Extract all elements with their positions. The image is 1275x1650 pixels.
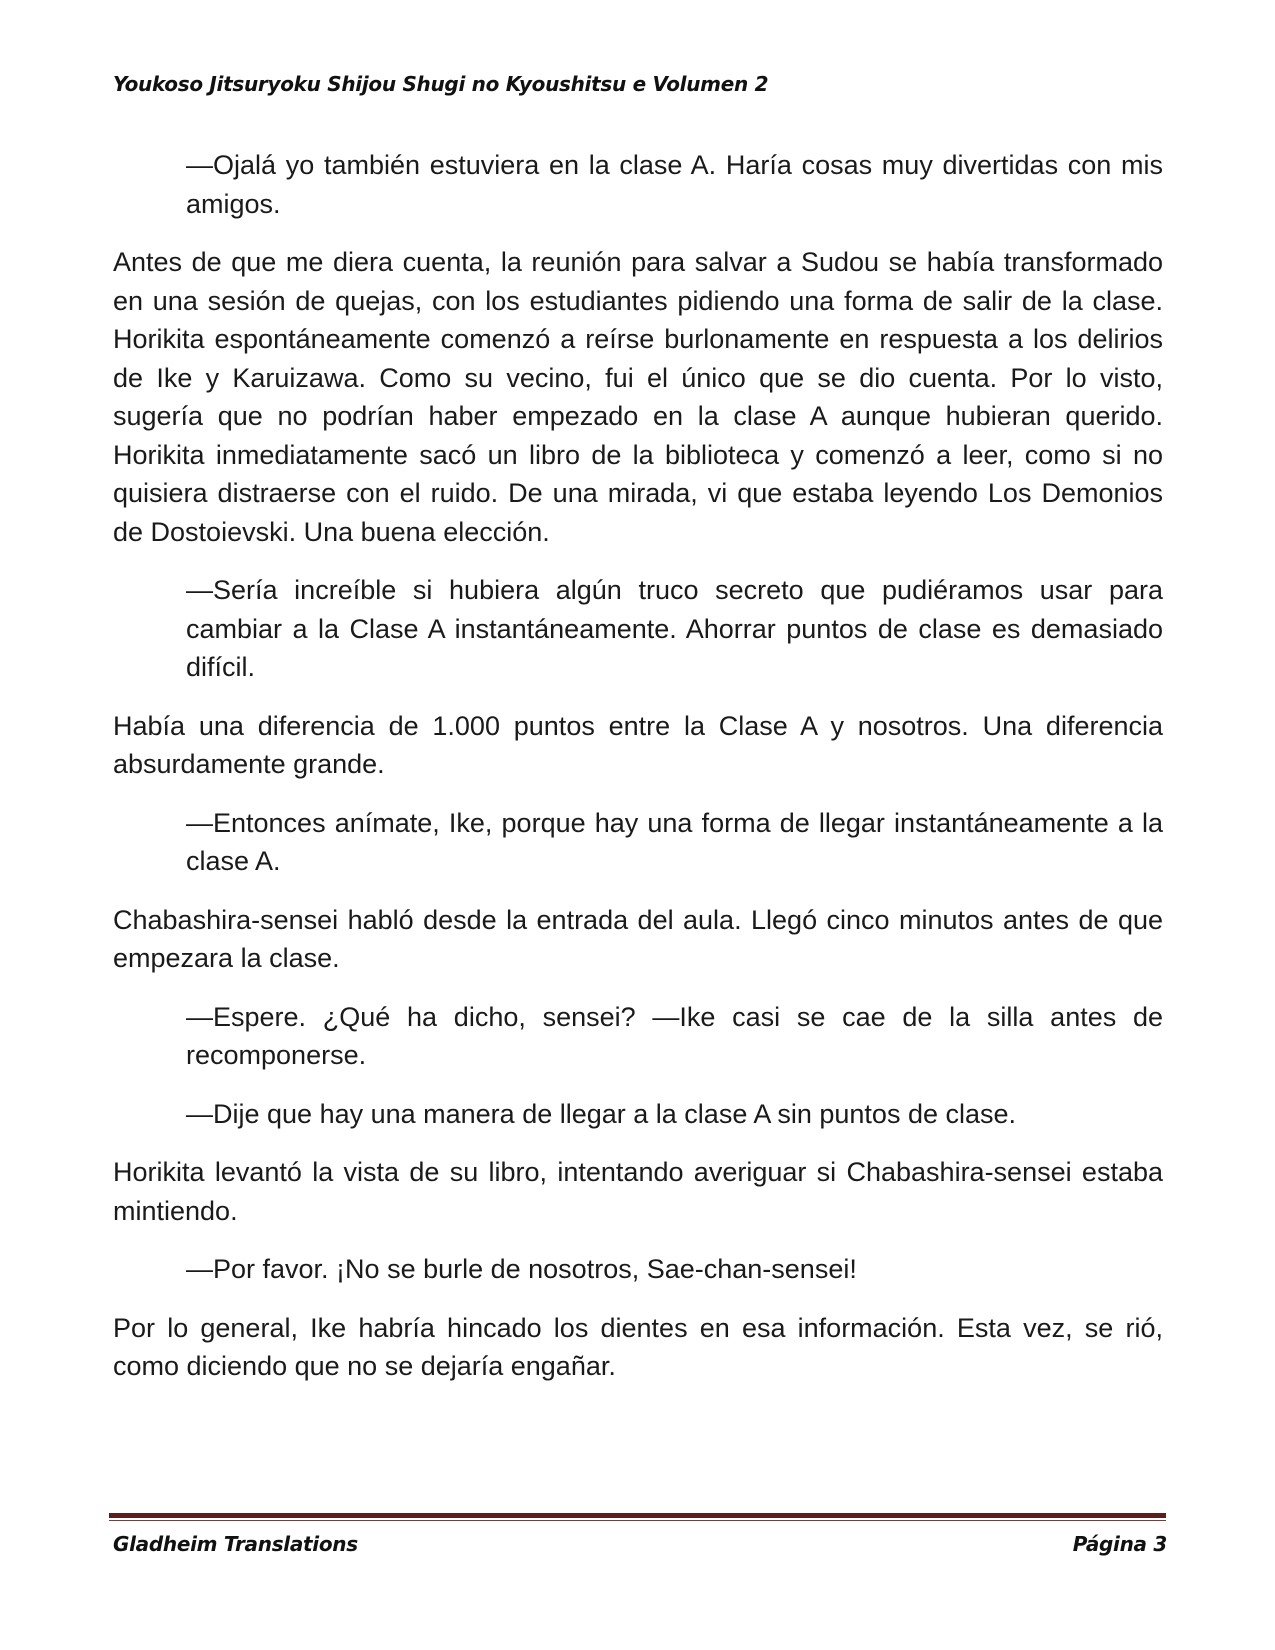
dialogue-paragraph: —Dije que hay una manera de llegar a la clase A sin puntos de clase. [186, 1098, 1017, 1129]
page-number: Página 3 [1072, 1532, 1167, 1556]
body-text [113, 146, 1163, 1406]
narration-paragraph: Chabashira-sensei habló desde la entrada del aula. Llegó cinco minutos antes de que empezara la clase. [113, 904, 1163, 973]
running-header-title: Youkoso Jitsuryoku Shijou Shugi no Kyoushitsu e Volumen 2 [113, 72, 769, 96]
dialogue-paragraph: —Sería increíble si hubiera algún truco secreto que pudiéramos usar para cambiar a la Clase A instantáneamente. Ahorrar puntos de clase es demasiado difícil. [186, 575, 1163, 682]
narration-paragraph: Había una diferencia de 1.000 puntos entre la Clase A y nosotros. Una diferencia absurdamente grande. [113, 710, 1163, 779]
footer-credit: Gladheim Translations [113, 1532, 358, 1556]
footer-divider [109, 1513, 1166, 1518]
dialogue-paragraph: —Por favor. ¡No se burle de nosotros, Sae-chan-sensei! [186, 1254, 857, 1284]
footer-divider-thin [109, 1520, 1166, 1521]
dialogue-paragraph: —Ojalá yo también estuviera en la clase A. Haría cosas muy divertidas con mis amigos. [186, 150, 1163, 219]
narration-paragraph: Horikita levantó la vista de su libro, intentando averiguar si Chabashira-sensei estaba mintiendo. [113, 1157, 1163, 1226]
narration-paragraph: Antes de que me diera cuenta, la reunión para salvar a Sudou se había transformado en una sesión de quejas, con los estudiantes pidiendo una forma de salir de la clase. Horikita espontáneamente comenzó a reírse burlonamente en respuesta a los delirios de Ike y Karuizawa. Como su vecino, fui el único que se dio cuenta. Por lo visto, sugería que no podrían haber empezado en la clase A aunque hubieran querido. Horikita inmediatamente sacó un libro de la biblioteca y comenzó a leer, como si no quisiera distraerse con el ruido. De una mirada, vi que estaba leyendo Los Demonios de Dostoievski. Una buena elección. [113, 247, 1163, 547]
dialogue-paragraph: —Entonces anímate, Ike, porque hay una forma de llegar instantáneamente a la clase A. [186, 807, 1163, 876]
dialogue-paragraph: —Espere. ¿Qué ha dicho, sensei? —Ike casi se cae de la silla antes de recomponerse. [186, 1001, 1163, 1070]
narration-paragraph: Por lo general, Ike habría hincado los dientes en esa información. Esta vez, se rió, como diciendo que no se dejaría engañar. [113, 1312, 1163, 1381]
